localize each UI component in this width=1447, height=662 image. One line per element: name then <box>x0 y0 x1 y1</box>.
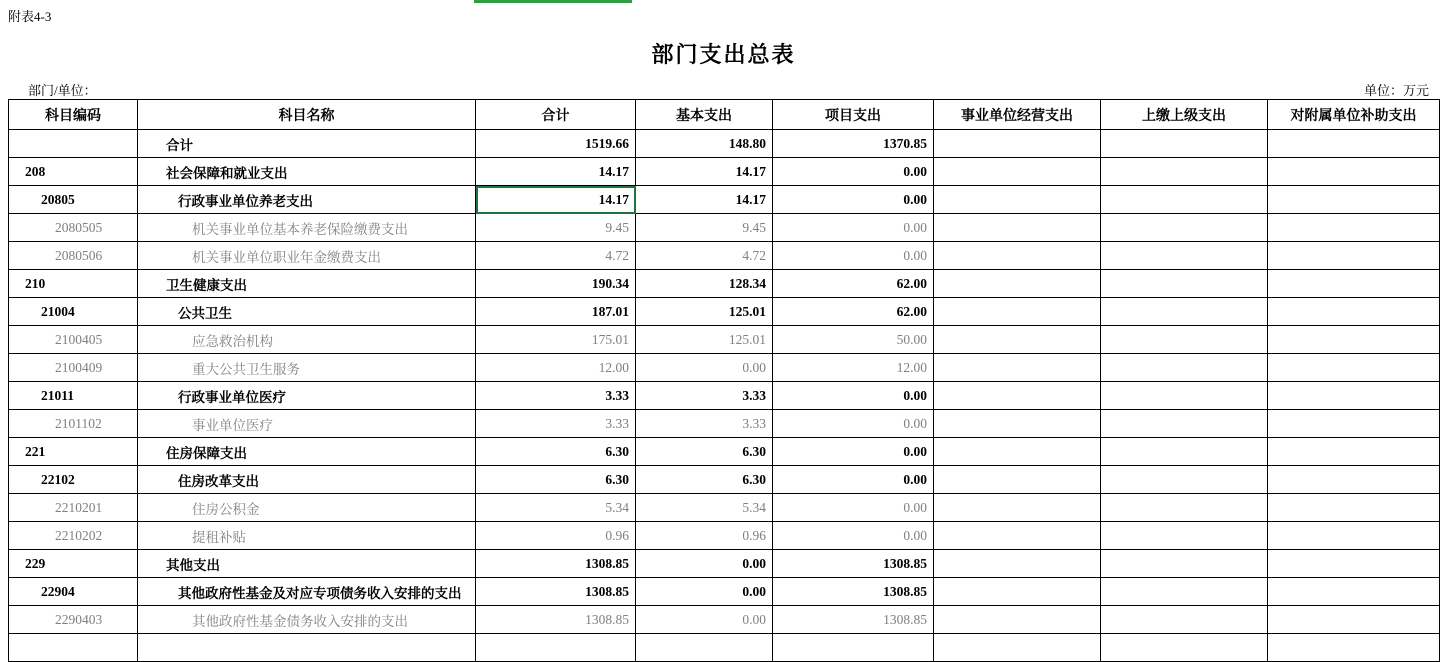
cell-business[interactable] <box>934 214 1101 242</box>
cell-business[interactable] <box>934 382 1101 410</box>
cell-name[interactable] <box>138 382 476 410</box>
cell-business[interactable] <box>934 186 1101 214</box>
cell-name[interactable] <box>138 242 476 270</box>
cell-name[interactable] <box>138 494 476 522</box>
cell-empty[interactable] <box>9 634 138 662</box>
cell-code-text: 221 <box>25 443 46 459</box>
cell-code[interactable] <box>9 522 138 550</box>
cell-code[interactable] <box>9 298 138 326</box>
cell-code-text: 2080506 <box>55 247 103 263</box>
cell-name-text: 住房改革支出 <box>178 473 259 489</box>
table-row[interactable] <box>9 578 1440 606</box>
cell-total[interactable]: 6.30 <box>476 438 636 466</box>
cell-project[interactable]: 0.00 <box>773 186 934 214</box>
cell-code[interactable] <box>9 494 138 522</box>
cell-total[interactable]: 3.33 <box>476 410 636 438</box>
cell-subsidiary[interactable] <box>1268 382 1440 410</box>
cell-basic[interactable]: 128.34 <box>636 270 773 298</box>
cell-business[interactable] <box>934 158 1101 186</box>
cell-code-text: 22904 <box>41 583 75 599</box>
expenditure-table <box>8 99 1440 662</box>
cell-name-text: 社会保障和就业支出 <box>166 165 288 181</box>
cell-project[interactable]: 0.00 <box>773 158 934 186</box>
cell-subsidiary[interactable] <box>1268 578 1440 606</box>
cell-upper[interactable] <box>1101 382 1268 410</box>
cell-project[interactable]: 0.00 <box>773 466 934 494</box>
table-row[interactable] <box>9 298 1440 326</box>
cell-subsidiary[interactable] <box>1268 214 1440 242</box>
table-row[interactable] <box>9 270 1440 298</box>
cell-code-text: 2100405 <box>55 331 103 347</box>
cell-subsidiary[interactable] <box>1268 130 1440 158</box>
cell-upper[interactable] <box>1101 466 1268 494</box>
cell-business[interactable] <box>934 130 1101 158</box>
cell-name-text: 住房保障支出 <box>166 445 247 461</box>
cell-total[interactable]: 190.34 <box>476 270 636 298</box>
cell-name-text: 公共卫生 <box>178 305 232 321</box>
cell-business[interactable] <box>934 242 1101 270</box>
cell-code-text: 208 <box>25 163 46 179</box>
table-row[interactable] <box>9 130 1440 158</box>
cell-empty[interactable] <box>934 634 1101 662</box>
cell-name-text: 住房公积金 <box>192 501 260 517</box>
cell-basic[interactable]: 6.30 <box>636 438 773 466</box>
page-title: 部门支出总表 <box>651 42 796 67</box>
department-unit-label: 部门/单位： <box>28 83 97 98</box>
cell-basic[interactable]: 14.17 <box>636 158 773 186</box>
cell-total[interactable]: 4.72 <box>476 242 636 270</box>
cell-subsidiary[interactable] <box>1268 326 1440 354</box>
cell-upper[interactable] <box>1101 494 1268 522</box>
table-row-empty[interactable] <box>9 634 1440 662</box>
cell-project[interactable]: 1308.85 <box>773 578 934 606</box>
table-row[interactable] <box>9 382 1440 410</box>
cell-name-text: 重大公共卫生服务 <box>192 361 300 377</box>
col-header-total: 合计 <box>476 100 636 130</box>
table-row[interactable] <box>9 354 1440 382</box>
cell-total[interactable]: 175.01 <box>476 326 636 354</box>
cell-code[interactable] <box>9 158 138 186</box>
cell-basic[interactable]: 0.96 <box>636 522 773 550</box>
col-header-business: 事业单位经营支出 <box>934 100 1101 130</box>
cell-code-text: 22102 <box>41 471 75 487</box>
cell-project[interactable]: 0.00 <box>773 494 934 522</box>
cell-subsidiary[interactable] <box>1268 438 1440 466</box>
table-row[interactable] <box>9 186 1440 214</box>
cell-code-text: 210 <box>25 275 46 291</box>
table-body <box>9 130 1440 662</box>
table-row[interactable] <box>9 158 1440 186</box>
cell-business[interactable] <box>934 606 1101 634</box>
cell-total[interactable]: 12.00 <box>476 354 636 382</box>
cell-upper[interactable] <box>1101 522 1268 550</box>
cell-upper[interactable] <box>1101 298 1268 326</box>
cell-total[interactable]: 187.01 <box>476 298 636 326</box>
cell-basic[interactable]: 125.01 <box>636 326 773 354</box>
cell-code-text: 2210201 <box>55 499 103 515</box>
cell-project[interactable]: 1308.85 <box>773 606 934 634</box>
col-header-subsidiary: 对附属单位补助支出 <box>1268 100 1440 130</box>
cell-code[interactable] <box>9 550 138 578</box>
cell-subsidiary[interactable] <box>1268 298 1440 326</box>
cell-project[interactable]: 1308.85 <box>773 550 934 578</box>
cell-basic[interactable]: 4.72 <box>636 242 773 270</box>
cell-upper[interactable] <box>1101 438 1268 466</box>
cell-project[interactable]: 0.00 <box>773 242 934 270</box>
cell-total[interactable]: 9.45 <box>476 214 636 242</box>
cell-name-text: 提租补贴 <box>192 529 246 545</box>
cell-name[interactable] <box>138 522 476 550</box>
cell-code[interactable] <box>9 130 138 158</box>
cell-project[interactable]: 62.00 <box>773 298 934 326</box>
cell-business[interactable] <box>934 466 1101 494</box>
cell-name-text: 其他支出 <box>166 557 220 573</box>
cell-subsidiary[interactable] <box>1268 410 1440 438</box>
cell-name[interactable] <box>138 438 476 466</box>
cell-name-text: 机关事业单位职业年金缴费支出 <box>192 249 381 265</box>
cell-code-text: 20805 <box>41 191 75 207</box>
cell-name-text: 其他政府性基金债务收入安排的支出 <box>192 613 408 629</box>
cell-empty[interactable] <box>636 634 773 662</box>
cell-code-text: 2210202 <box>55 527 103 543</box>
cell-business[interactable] <box>934 354 1101 382</box>
cell-upper[interactable] <box>1101 578 1268 606</box>
cell-basic[interactable]: 0.00 <box>636 550 773 578</box>
cell-total[interactable]: 1308.85 <box>476 550 636 578</box>
cell-basic[interactable]: 0.00 <box>636 354 773 382</box>
cell-code[interactable] <box>9 270 138 298</box>
col-header-basic: 基本支出 <box>636 100 773 130</box>
cell-code[interactable] <box>9 438 138 466</box>
cell-empty[interactable] <box>773 634 934 662</box>
table-row[interactable] <box>9 438 1440 466</box>
cell-code[interactable] <box>9 578 138 606</box>
cell-upper[interactable] <box>1101 186 1268 214</box>
cell-code-text: 2101102 <box>55 415 102 431</box>
cell-name-text: 机关事业单位基本养老保险缴费支出 <box>192 221 408 237</box>
cell-subsidiary[interactable] <box>1268 606 1440 634</box>
cell-code[interactable] <box>9 410 138 438</box>
unit-label: 单位：万元 <box>1363 83 1429 98</box>
cell-basic[interactable]: 3.33 <box>636 382 773 410</box>
selection-column-marker <box>474 0 632 3</box>
cell-code[interactable] <box>9 382 138 410</box>
table-row[interactable] <box>9 242 1440 270</box>
table-row[interactable] <box>9 606 1440 634</box>
cell-upper[interactable] <box>1101 130 1268 158</box>
col-header-upper: 上缴上级支出 <box>1101 100 1268 130</box>
cell-code-text: 21011 <box>41 387 75 403</box>
table-row[interactable] <box>9 326 1440 354</box>
cell-code-text: 229 <box>25 555 46 571</box>
table-header-row <box>9 100 1440 130</box>
cell-business[interactable] <box>934 270 1101 298</box>
cell-business[interactable] <box>934 298 1101 326</box>
cell-upper[interactable] <box>1101 214 1268 242</box>
cell-name[interactable] <box>138 578 476 606</box>
table-row[interactable] <box>9 522 1440 550</box>
col-header-code: 科目编码 <box>9 100 138 130</box>
cell-basic[interactable]: 0.00 <box>636 578 773 606</box>
cell-basic[interactable]: 148.80 <box>636 130 773 158</box>
cell-subsidiary[interactable] <box>1268 550 1440 578</box>
cell-business[interactable] <box>934 578 1101 606</box>
cell-name[interactable] <box>138 606 476 634</box>
table-row[interactable] <box>9 494 1440 522</box>
cell-business[interactable] <box>934 550 1101 578</box>
cell-total[interactable]: 3.33 <box>476 382 636 410</box>
col-header-name: 科目名称 <box>138 100 476 130</box>
cell-code[interactable] <box>9 466 138 494</box>
cell-project[interactable]: 0.00 <box>773 522 934 550</box>
cell-upper[interactable] <box>1101 326 1268 354</box>
table-row[interactable] <box>9 466 1440 494</box>
cell-upper[interactable] <box>1101 158 1268 186</box>
cell-total[interactable]: 1308.85 <box>476 578 636 606</box>
cell-name-text: 合计 <box>166 137 193 153</box>
cell-name-text: 行政事业单位医疗 <box>178 389 286 405</box>
cell-business[interactable] <box>934 410 1101 438</box>
cell-name[interactable] <box>138 410 476 438</box>
cell-basic[interactable]: 5.34 <box>636 494 773 522</box>
cell-name[interactable] <box>138 466 476 494</box>
cell-project[interactable]: 12.00 <box>773 354 934 382</box>
cell-upper[interactable] <box>1101 354 1268 382</box>
cell-basic[interactable]: 125.01 <box>636 298 773 326</box>
cell-name-text: 事业单位医疗 <box>192 417 273 433</box>
cell-name[interactable] <box>138 270 476 298</box>
cell-project[interactable]: 0.00 <box>773 438 934 466</box>
cell-name[interactable] <box>138 354 476 382</box>
cell-code[interactable] <box>9 354 138 382</box>
cell-name[interactable] <box>138 186 476 214</box>
cell-subsidiary[interactable] <box>1268 494 1440 522</box>
cell-basic[interactable]: 9.45 <box>636 214 773 242</box>
cell-subsidiary[interactable] <box>1268 270 1440 298</box>
cell-total[interactable]: 0.96 <box>476 522 636 550</box>
table-row[interactable] <box>9 214 1440 242</box>
cell-project[interactable]: 50.00 <box>773 326 934 354</box>
cell-empty[interactable] <box>138 634 476 662</box>
cell-name[interactable] <box>138 130 476 158</box>
cell-basic[interactable]: 6.30 <box>636 466 773 494</box>
cell-total[interactable]: 5.34 <box>476 494 636 522</box>
cell-upper[interactable] <box>1101 550 1268 578</box>
cell-upper[interactable] <box>1101 242 1268 270</box>
table-row[interactable] <box>9 550 1440 578</box>
cell-code[interactable] <box>9 186 138 214</box>
table-row[interactable] <box>9 410 1440 438</box>
cell-subsidiary[interactable] <box>1268 466 1440 494</box>
cell-basic[interactable]: 3.33 <box>636 410 773 438</box>
cell-code-text: 2100409 <box>55 359 103 375</box>
cell-name-text: 应急救治机构 <box>192 333 273 349</box>
cell-upper[interactable] <box>1101 270 1268 298</box>
cell-business[interactable] <box>934 326 1101 354</box>
cell-business[interactable] <box>934 438 1101 466</box>
cell-name[interactable] <box>138 158 476 186</box>
cell-subsidiary[interactable] <box>1268 158 1440 186</box>
cell-empty[interactable] <box>1268 634 1440 662</box>
cell-code[interactable] <box>9 606 138 634</box>
cell-upper[interactable] <box>1101 606 1268 634</box>
cell-name[interactable] <box>138 326 476 354</box>
cell-subsidiary[interactable] <box>1268 354 1440 382</box>
cell-code[interactable] <box>9 214 138 242</box>
cell-business[interactable] <box>934 522 1101 550</box>
cell-project[interactable]: 0.00 <box>773 410 934 438</box>
cell-empty[interactable] <box>1101 634 1268 662</box>
cell-basic[interactable]: 14.17 <box>636 186 773 214</box>
cell-name-text: 其他政府性基金及对应专项债务收入安排的支出 <box>178 585 462 601</box>
cell-name[interactable] <box>138 214 476 242</box>
cell-total[interactable]: 14.17 <box>476 186 636 214</box>
cell-project[interactable]: 0.00 <box>773 214 934 242</box>
cell-name[interactable] <box>138 298 476 326</box>
cell-code[interactable] <box>9 242 138 270</box>
cell-total[interactable]: 1519.66 <box>476 130 636 158</box>
cell-name[interactable] <box>138 550 476 578</box>
cell-code-text: 2290403 <box>55 611 103 627</box>
cell-subsidiary[interactable] <box>1268 522 1440 550</box>
cell-basic[interactable]: 0.00 <box>636 606 773 634</box>
col-header-project: 项目支出 <box>773 100 934 130</box>
cell-name-text: 行政事业单位养老支出 <box>178 193 313 209</box>
cell-business[interactable] <box>934 494 1101 522</box>
cell-total[interactable]: 14.17 <box>476 158 636 186</box>
cell-code-text: 2080505 <box>55 219 103 235</box>
cell-project[interactable]: 0.00 <box>773 382 934 410</box>
cell-project[interactable]: 62.00 <box>773 270 934 298</box>
cell-total[interactable]: 1308.85 <box>476 606 636 634</box>
cell-empty[interactable] <box>476 634 636 662</box>
cell-code[interactable] <box>9 326 138 354</box>
cell-total[interactable]: 6.30 <box>476 466 636 494</box>
cell-name-text: 卫生健康支出 <box>166 277 247 293</box>
cell-code-text: 21004 <box>41 303 75 319</box>
cell-upper[interactable] <box>1101 410 1268 438</box>
attachment-label: 附表4-3 <box>8 9 52 24</box>
cell-subsidiary[interactable] <box>1268 186 1440 214</box>
cell-project[interactable]: 1370.85 <box>773 130 934 158</box>
cell-subsidiary[interactable] <box>1268 242 1440 270</box>
